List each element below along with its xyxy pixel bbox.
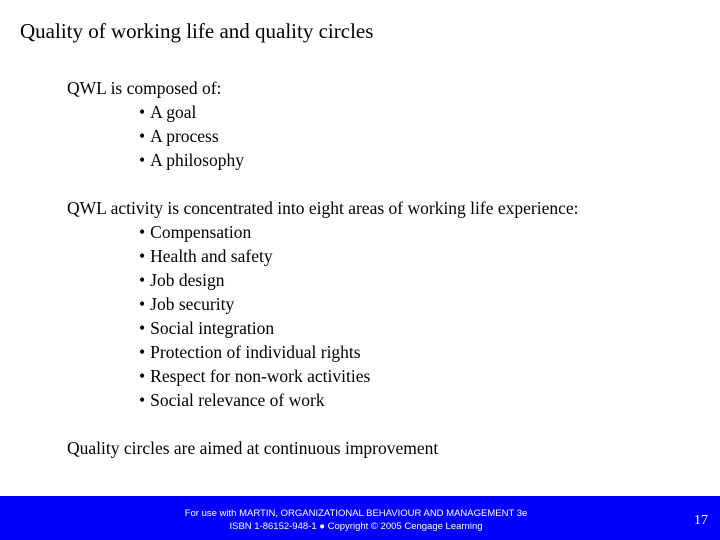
list-item: [139, 388, 579, 412]
section-quality-circles: [67, 436, 438, 460]
section-heading: QWL is composed of:: [67, 78, 222, 98]
bullet-icon: •: [139, 270, 146, 290]
list-item: [139, 100, 244, 124]
bullet-list: [67, 100, 244, 172]
list-item: [139, 244, 579, 268]
bullet-icon: •: [139, 366, 146, 386]
list-item-text: Social relevance of work: [150, 390, 325, 410]
bullet-icon: •: [139, 342, 146, 362]
list-item-text: Job security: [150, 294, 235, 314]
list-item: [139, 148, 244, 172]
bullet-icon: •: [139, 294, 146, 314]
bullet-list: [67, 220, 579, 412]
section-qwl-composition: [67, 76, 244, 172]
list-item-text: Respect for non-work activities: [150, 366, 371, 386]
list-item: [139, 364, 579, 388]
page-number: 17: [694, 513, 708, 528]
footer-publication-line: For use with MARTIN, ORGANIZATIONAL BEHAVIOUR AND MANAGEMENT 3e: [184, 508, 528, 519]
list-item: [139, 124, 244, 148]
section-heading: Quality circles are aimed at continuous improvement: [67, 438, 439, 458]
bullet-icon: •: [139, 126, 146, 146]
list-item-text: Health and safety: [150, 246, 273, 266]
list-item-text: A philosophy: [150, 150, 244, 170]
list-item: [139, 292, 579, 316]
list-item-text: Compensation: [150, 222, 252, 242]
list-item: [139, 340, 579, 364]
list-item-text: A process: [150, 126, 219, 146]
list-item: [139, 316, 579, 340]
bullet-icon: •: [139, 222, 146, 242]
slide-title: Quality of working life and quality circles: [20, 19, 374, 43]
footer-copyright-line: ISBN 1-86152-948-1 ● Copyright © 2005 Cengage Learning: [229, 521, 483, 532]
list-item-text: A goal: [150, 102, 197, 122]
list-item-text: Social integration: [150, 318, 275, 338]
footer-bar: [0, 496, 720, 540]
list-item-text: Job design: [150, 270, 225, 290]
list-item: [139, 268, 579, 292]
list-item: [139, 220, 579, 244]
section-heading: QWL activity is concentrated into eight areas of working life experience:: [67, 198, 579, 218]
list-item-text: Protection of individual rights: [150, 342, 361, 362]
section-qwl-areas: [67, 196, 579, 412]
bullet-icon: •: [139, 390, 146, 410]
bullet-icon: •: [139, 150, 146, 170]
bullet-icon: •: [139, 318, 146, 338]
bullet-icon: •: [139, 246, 146, 266]
bullet-icon: •: [139, 102, 146, 122]
